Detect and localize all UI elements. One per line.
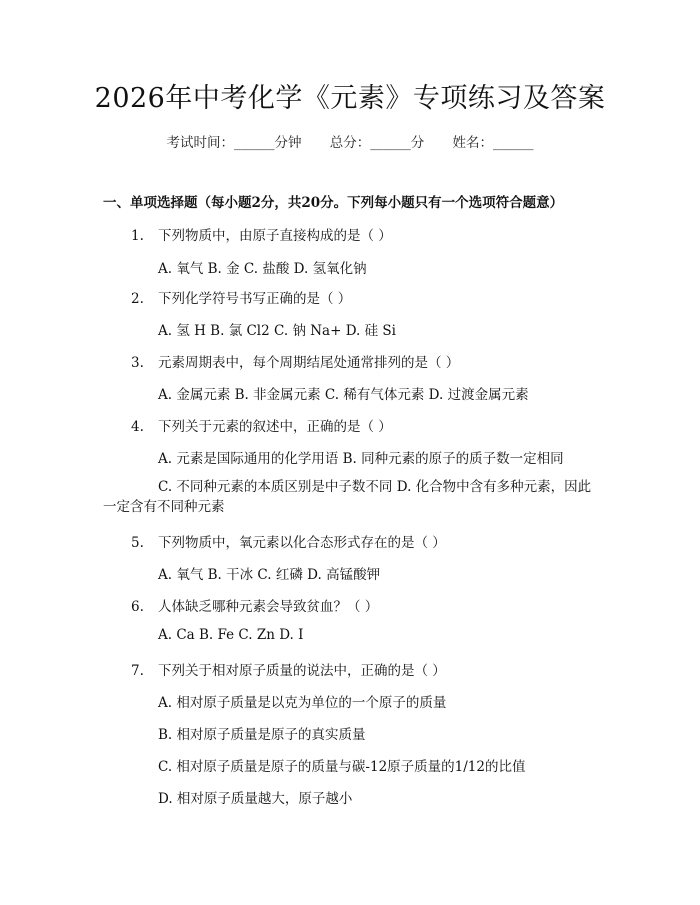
question-text: 下列物质中，由原子直接构成的是（ ） (158, 228, 392, 244)
question-6 (131, 595, 378, 615)
question-3-options: A. 金属元素 B. 非金属元素 C. 稀有气体元素 D. 过渡金属元素 (158, 387, 529, 403)
question-1-options: A. 氧气 B. 金 C. 盐酸 D. 氢氧化钠 (158, 261, 367, 277)
question-7-option-c: C. 相对原子质量是原子的质量与碳-12原子质量的1/12的比值 (158, 759, 526, 775)
question-4-options-cd: C. 不同种元素的本质区别是中子数不同 D. 化合物中含有多种元素，因此一定含有不同种元素 (103, 479, 592, 515)
question-number: 7. (131, 663, 144, 679)
question-number: 2. (131, 291, 144, 307)
question-7-option-d: D. 相对原子质量越大，原子越小 (158, 791, 353, 807)
question-7-option-b: B. 相对原子质量是原子的真实质量 (158, 727, 366, 743)
question-number: 3. (131, 355, 144, 371)
question-2 (131, 287, 351, 307)
question-1 (131, 224, 392, 244)
question-text: 下列关于元素的叙述中，正确的是（ ） (158, 419, 392, 435)
student-name: 姓名：______ (452, 135, 534, 151)
question-5-options: A. 氧气 B. 干冰 C. 红磷 D. 高锰酸钾 (158, 567, 381, 583)
total-score: 总分：______分 (329, 135, 425, 151)
question-7-option-a: A. 相对原子质量是以克为单位的一个原子的质量 (158, 695, 447, 711)
section-heading: 一、单项选择题（每小题2分，共20分。下列每小题只有一个选项符合题意） (103, 195, 564, 211)
question-4-options-ab: A. 元素是国际通用的化学用语 B. 同种元素的原子的质子数一定相同 (158, 451, 564, 467)
question-5 (131, 531, 446, 551)
question-4 (131, 415, 392, 435)
question-text: 下列关于相对原子质量的说法中，正确的是（ ） (158, 663, 446, 679)
exam-time: 考试时间：______分钟 (166, 135, 302, 151)
question-text: 下列化学符号书写正确的是（ ） (158, 291, 352, 307)
question-number: 1. (131, 228, 144, 244)
page-title: 2026年中考化学《元素》专项练习及答案 (94, 83, 606, 114)
question-number: 6. (131, 599, 144, 615)
question-7 (131, 659, 446, 679)
question-text: 元素周期表中，每个周期结尾处通常排列的是（ ） (158, 355, 460, 371)
question-text: 人体缺乏哪种元素会导致贫血？（ ） (158, 599, 379, 615)
question-3 (131, 351, 459, 371)
question-number: 4. (131, 419, 144, 435)
exam-meta (0, 131, 700, 151)
question-2-options: A. 氢 H B. 氯 Cl2 C. 钠 Na+ D. 硅 Si (158, 323, 396, 339)
question-6-options: A. Ca B. Fe C. Zn D. I (158, 627, 304, 643)
question-text: 下列物质中，氧元素以化合态形式存在的是（ ） (158, 535, 446, 551)
question-number: 5. (131, 535, 144, 551)
